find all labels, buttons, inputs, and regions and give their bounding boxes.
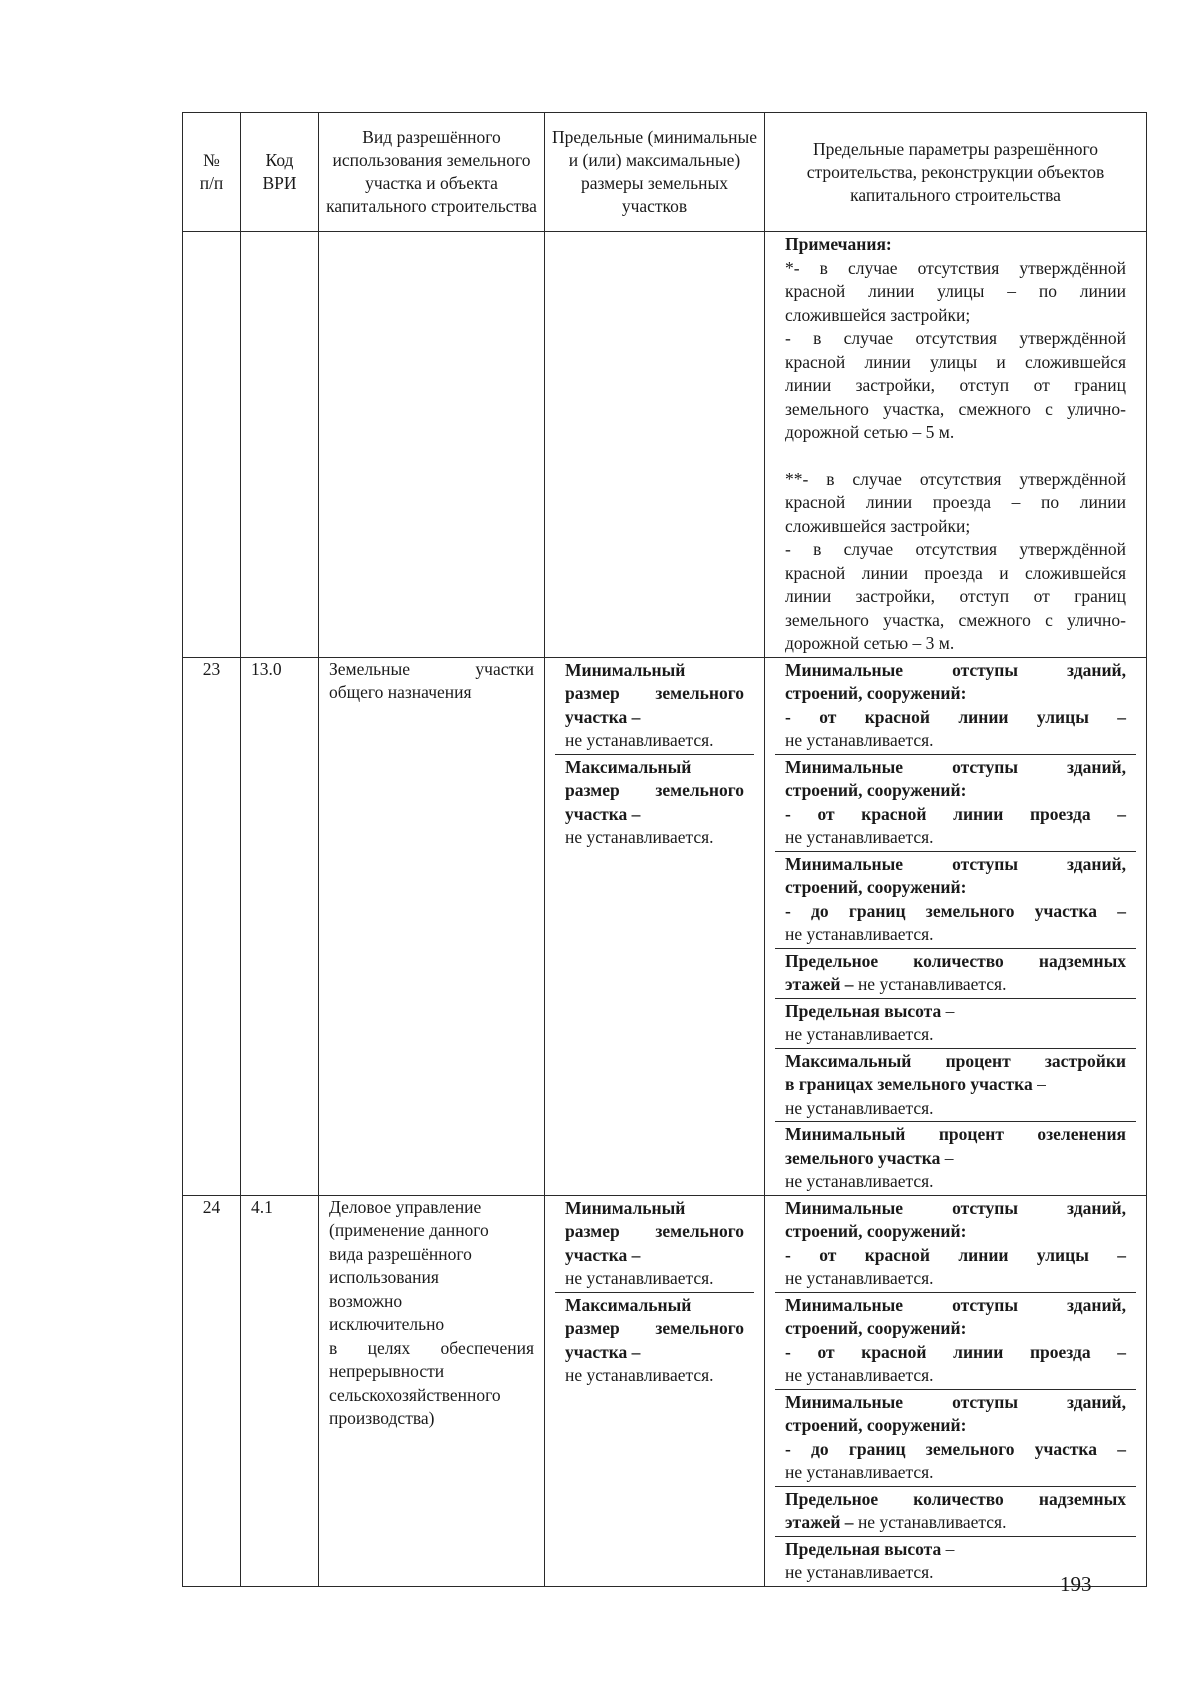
row-number: 24 <box>183 1195 241 1586</box>
param-line: Предельное количество надземных <box>785 950 1126 971</box>
row-plot-sizes <box>545 1195 765 1586</box>
param-line: не устанавливается. <box>785 1097 934 1118</box>
usage-line: сельскохозяйственного <box>329 1384 501 1405</box>
param-line: Минимальные отступы зданий, <box>785 853 1126 874</box>
note-line: дорожной сетью – 5 м. <box>785 422 955 442</box>
note-line: дорожной сетью – 3 м. <box>785 633 955 653</box>
header-number: № п/п <box>183 113 241 232</box>
note-line: - в случае отсутствия утверждённой <box>785 328 1126 348</box>
usage-line: в целях обеспечения <box>329 1337 534 1358</box>
param-line: не устанавливается. <box>785 924 934 944</box>
param-block <box>775 852 1136 949</box>
note-line: **- в случае отсутствия утверждённой <box>785 468 1126 489</box>
note-line: красной линии проезда и сложившейся <box>785 562 1126 583</box>
size-line: не устанавливается. <box>565 1268 714 1288</box>
min-size-block <box>555 658 754 755</box>
notes-cell <box>765 232 1147 658</box>
param-line: не устанавливается. <box>785 730 934 750</box>
param-block <box>775 1390 1136 1487</box>
param-block <box>775 999 1136 1049</box>
param-line: строений, сооружений: <box>785 1415 967 1435</box>
page-number: 193 <box>1060 1572 1092 1596</box>
param-line: - от красной линии улицы – <box>785 1244 1126 1265</box>
param-block <box>775 1196 1136 1293</box>
max-size-block <box>555 755 754 851</box>
param-line: - от красной линии улицы – <box>785 706 1126 727</box>
row-number: 23 <box>183 657 241 1195</box>
size-line: Максимальный <box>565 1294 692 1315</box>
param-line: не устанавливается. <box>785 1171 934 1191</box>
size-line: размер земельного <box>565 780 744 800</box>
size-line: размер земельного <box>565 1318 744 1338</box>
param-bold-text: земельного участка <box>785 1147 941 1168</box>
param-line: не устанавливается. <box>785 1268 934 1288</box>
row-usage-type <box>319 1195 545 1586</box>
param-text: не устанавливается. <box>857 974 1007 994</box>
notes-empty-num <box>183 232 241 658</box>
param-line: не устанавливается. <box>785 827 934 847</box>
param-bold-text: Предельная высота <box>785 1000 942 1021</box>
param-line: не устанавливается. <box>785 1024 934 1044</box>
param-line: строений, сооружений: <box>785 877 967 897</box>
usage-line: вида разрешённого <box>329 1243 472 1264</box>
usage-line: (применение данного <box>329 1220 489 1240</box>
param-line: Минимальные отступы зданий, <box>785 1294 1126 1315</box>
param-text: не устанавливается. <box>857 1512 1007 1532</box>
param-line: Минимальный процент озеленения <box>785 1124 1126 1144</box>
note-line: земельного участка, смежного с улично- <box>785 609 1126 630</box>
param-text: – <box>945 1000 955 1021</box>
header-usage-type: Вид разрешённого использования земельного участка и объекта капитального строительства <box>319 113 545 232</box>
max-size-block <box>555 1293 754 1389</box>
size-line: участка – <box>565 1341 641 1362</box>
size-line: размер земельного <box>565 1221 744 1241</box>
param-line: - от красной линии проезда – <box>785 1341 1126 1362</box>
row-code: 4.1 <box>241 1195 319 1586</box>
usage-line: непрерывности <box>329 1361 445 1381</box>
param-line: Максимальный процент застройки <box>785 1050 1126 1071</box>
size-line: участка – <box>565 706 641 727</box>
header-plot-sizes: Предельные (минимальные и (или) максимальные) размеры земельных участков <box>545 113 765 232</box>
param-block <box>775 1293 1136 1390</box>
row-plot-sizes <box>545 657 765 1195</box>
param-line: не устанавливается. <box>785 1562 934 1582</box>
param-line: строений, сооружений: <box>785 780 967 800</box>
note-line: красной линии улицы и сложившейся <box>785 351 1126 372</box>
note-line: сложившейся застройки; <box>785 515 971 536</box>
usage-line: Деловое управление <box>329 1196 482 1217</box>
row-build-params <box>765 1195 1147 1586</box>
table-row-notes <box>183 232 1147 658</box>
notes-empty-size <box>545 232 765 658</box>
param-line: Минимальные отступы зданий, <box>785 659 1126 680</box>
header-build-params: Предельные параметры разрешённого строительства, реконструкции объектов капитального строительства <box>765 113 1147 232</box>
size-line: Минимальный <box>565 1197 686 1218</box>
param-line: Минимальные отступы зданий, <box>785 1197 1126 1218</box>
param-line: строений, сооружений: <box>785 683 967 703</box>
param-line: Минимальные отступы зданий, <box>785 756 1126 777</box>
param-block <box>775 1049 1136 1123</box>
note-line: линии застройки, отступ от границ <box>785 586 1126 606</box>
param-block <box>775 755 1136 852</box>
row-usage-type <box>319 657 545 1195</box>
param-block <box>775 1487 1136 1537</box>
row-build-params <box>765 657 1147 1195</box>
param-line: Предельное количество надземных <box>785 1488 1126 1509</box>
table-row-23 <box>183 657 1147 1195</box>
note-line: красной линии улицы – по линии <box>785 281 1126 301</box>
note-line: - в случае отсутствия утверждённой <box>785 539 1126 559</box>
param-text: – <box>1037 1074 1046 1094</box>
size-line: участка – <box>565 1244 641 1265</box>
note-line: *- в случае отсутствия утверждённой <box>785 257 1126 278</box>
param-line: Минимальные отступы зданий, <box>785 1391 1126 1412</box>
usage-line: производства) <box>329 1408 435 1428</box>
param-line: не устанавливается. <box>785 1365 934 1385</box>
size-line: не устанавливается. <box>565 827 714 847</box>
min-size-block <box>555 1196 754 1293</box>
table-header-row <box>183 113 1147 232</box>
param-line: - от красной линии проезда – <box>785 803 1126 824</box>
param-bold-text: в границах земельного участка <box>785 1074 1033 1094</box>
param-text: – <box>945 1538 955 1559</box>
param-line: не устанавливается. <box>785 1462 934 1482</box>
usage-line: общего назначения <box>329 682 472 702</box>
usage-line: исключительно <box>329 1314 445 1334</box>
note-line: земельного участка, смежного с улично- <box>785 398 1126 419</box>
usage-line: использования <box>329 1267 439 1287</box>
header-code: Код ВРИ <box>241 113 319 232</box>
param-line: строений, сооружений: <box>785 1318 967 1338</box>
size-line: Максимальный <box>565 756 692 777</box>
size-line: Минимальный <box>565 659 686 680</box>
table-row-24 <box>183 1195 1147 1586</box>
notes-empty-code <box>241 232 319 658</box>
regulations-table <box>182 112 1147 1587</box>
param-bold-text: Предельная высота <box>785 1538 942 1559</box>
param-block <box>775 949 1136 999</box>
size-line: размер земельного <box>565 683 744 703</box>
param-line: - до границ земельного участка – <box>785 900 1126 921</box>
note-line: сложившейся застройки; <box>785 304 971 325</box>
note-line: линии застройки, отступ от границ <box>785 375 1126 395</box>
param-line: - до границ земельного участка – <box>785 1438 1126 1459</box>
param-bold-text: этажей – <box>785 974 854 994</box>
size-line: не устанавливается. <box>565 1365 714 1385</box>
usage-line: возможно <box>329 1290 403 1311</box>
note-line: красной линии проезда – по линии <box>785 492 1126 512</box>
row-code: 13.0 <box>241 657 319 1195</box>
param-block <box>775 1122 1136 1195</box>
param-block <box>775 658 1136 755</box>
usage-line: Земельные участки <box>329 658 534 679</box>
param-line: строений, сооружений: <box>785 1221 967 1241</box>
param-bold-text: этажей – <box>785 1512 854 1532</box>
notes-empty-usage <box>319 232 545 658</box>
notes-title: Примечания: <box>785 234 892 254</box>
size-line: участка – <box>565 803 641 824</box>
param-text: – <box>944 1147 954 1168</box>
size-line: не устанавливается. <box>565 730 714 750</box>
